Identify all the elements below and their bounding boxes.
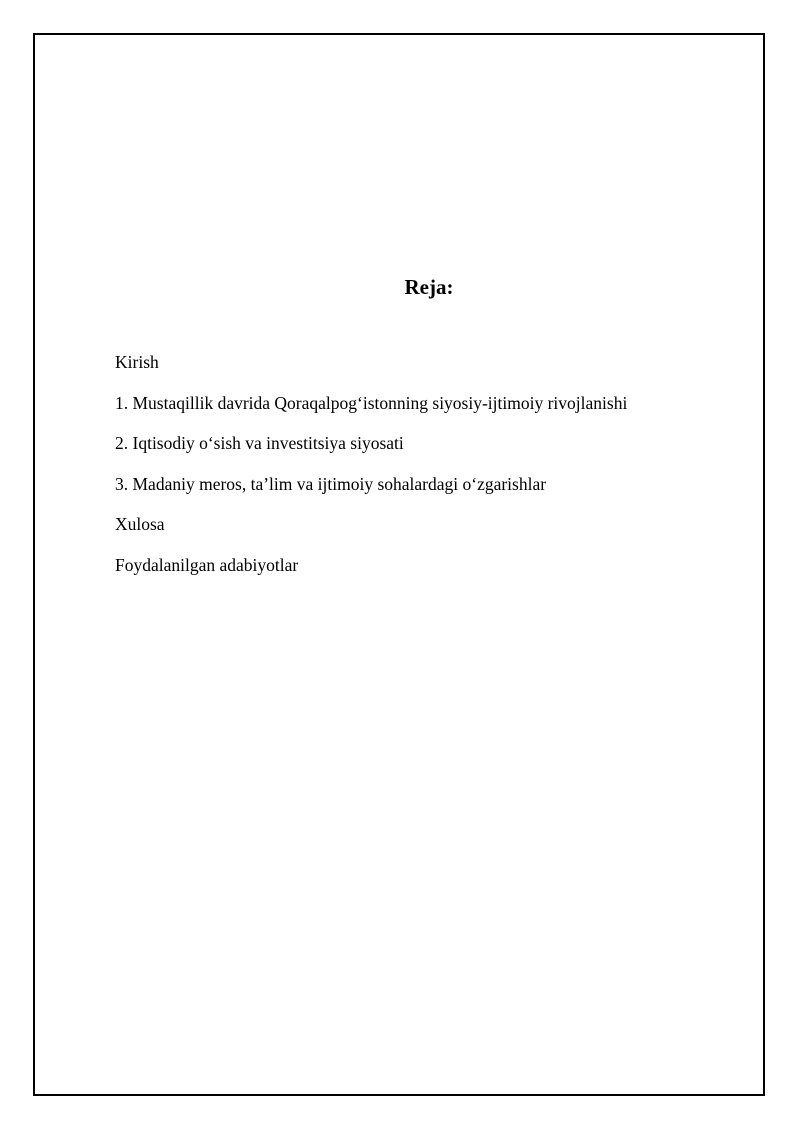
- plan-item-introduction: Kirish: [115, 352, 159, 372]
- plan-item-2: 2. Iqtisodiy o‘sish va investitsiya siyosati: [115, 433, 404, 453]
- plan-list: [115, 351, 627, 594]
- plan-item-conclusion: Xulosa: [115, 514, 165, 534]
- plan-item-3: 3. Madaniy meros, ta’lim va ijtimoiy sohalardagi o‘zgarishlar: [115, 473, 547, 494]
- plan-item-references: Foydalanilgan adabiyotlar: [115, 554, 299, 575]
- page-title: Reja:: [404, 275, 454, 299]
- plan-item-1: 1. Mustaqillik davrida Qoraqalpog‘istonning siyosiy-ijtimoiy rivojlanishi: [115, 392, 628, 413]
